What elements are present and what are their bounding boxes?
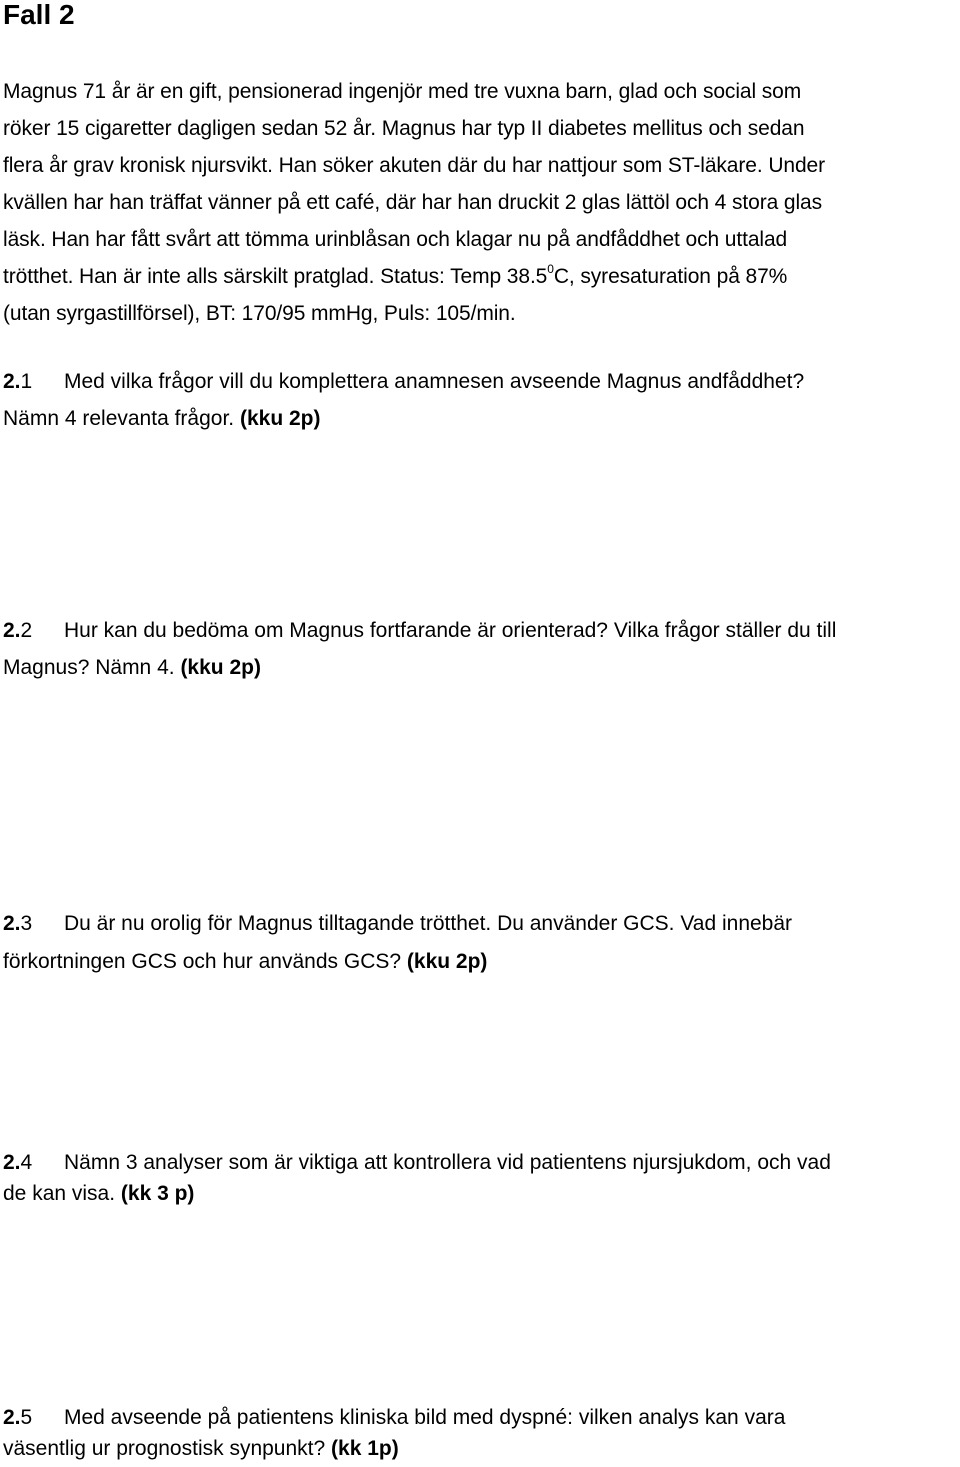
- question-text: Du är nu orolig för Magnus tilltagande trötthet. Du använder GCS. Vad innebär: [64, 912, 793, 935]
- question-points: (kku 2p): [180, 656, 261, 679]
- page-title: Fall 2: [3, 0, 75, 30]
- question-line: [3, 948, 487, 976]
- question-text: de kan visa.: [3, 1182, 121, 1205]
- question-number: 2.3: [3, 912, 33, 935]
- question-points: (kku 2p): [406, 950, 488, 973]
- question-line: [3, 1149, 831, 1177]
- question-text: Hur kan du bedöma om Magnus fortfarande är orienterad? Vilka frågor ställer du till: [64, 619, 837, 642]
- question-line: [3, 368, 804, 396]
- question-number: 2.2: [3, 619, 33, 642]
- question-line: [3, 1435, 399, 1463]
- question-number: 2.5: [3, 1406, 33, 1429]
- case-line: läsk. Han har fått svårt att tömma urinblåsan och klagar nu på andfåddhet och uttalad: [3, 228, 788, 251]
- question-text: förkortningen GCS och hur används GCS?: [3, 950, 407, 973]
- question-line: [3, 617, 836, 645]
- question-text: Med avseende på patientens kliniska bild med dyspné: vilken analys kan vara: [64, 1406, 786, 1429]
- case-line: flera år grav kronisk njursvikt. Han söker akuten där du har nattjour som ST-läkare. Under: [3, 154, 826, 177]
- temperature-superscript: 0: [547, 262, 554, 276]
- question-line: [3, 405, 320, 433]
- question-text: Nämn 4 relevanta frågor.: [3, 407, 240, 430]
- question-text: Magnus? Nämn 4.: [3, 656, 181, 679]
- case-line: [3, 263, 787, 291]
- question-text: Med vilka frågor vill du komplettera anamnesen avseende Magnus andfåddhet?: [64, 370, 805, 393]
- case-line: (utan syrgastillförsel), BT: 170/95 mmHg, Puls: 105/min.: [3, 302, 516, 325]
- question-points: (kku 2p): [239, 407, 321, 430]
- question-number: 2.4: [3, 1151, 33, 1174]
- case-line: röker 15 cigaretter dagligen sedan 52 år. Magnus har typ II diabetes mellitus och sedan: [3, 117, 805, 140]
- case-line: Magnus 71 år är en gift, pensionerad ingenjör med tre vuxna barn, glad och social som: [3, 80, 802, 103]
- question-text: väsentlig ur prognostisk synpunkt?: [3, 1437, 332, 1460]
- question-number: 2.1: [3, 370, 33, 393]
- question-line: [3, 1180, 194, 1208]
- question-line: [3, 910, 792, 938]
- question-text: Nämn 3 analyser som är viktiga att kontrollera vid patientens njursjukdom, och vad: [64, 1151, 831, 1174]
- case-line-text: trötthet. Han är inte alls särskilt pratglad. Status: Temp 38.5: [3, 265, 548, 288]
- question-points: (kk 1p): [331, 1437, 399, 1460]
- case-line-text-rest: C, syresaturation på 87%: [553, 265, 788, 288]
- question-line: [3, 1404, 785, 1432]
- question-points: (kk 3 p): [120, 1182, 195, 1205]
- case-line: kvällen har han träffat vänner på ett café, där har han druckit 2 glas lättöl och 4 stora glas: [3, 191, 823, 214]
- question-line: [3, 654, 261, 682]
